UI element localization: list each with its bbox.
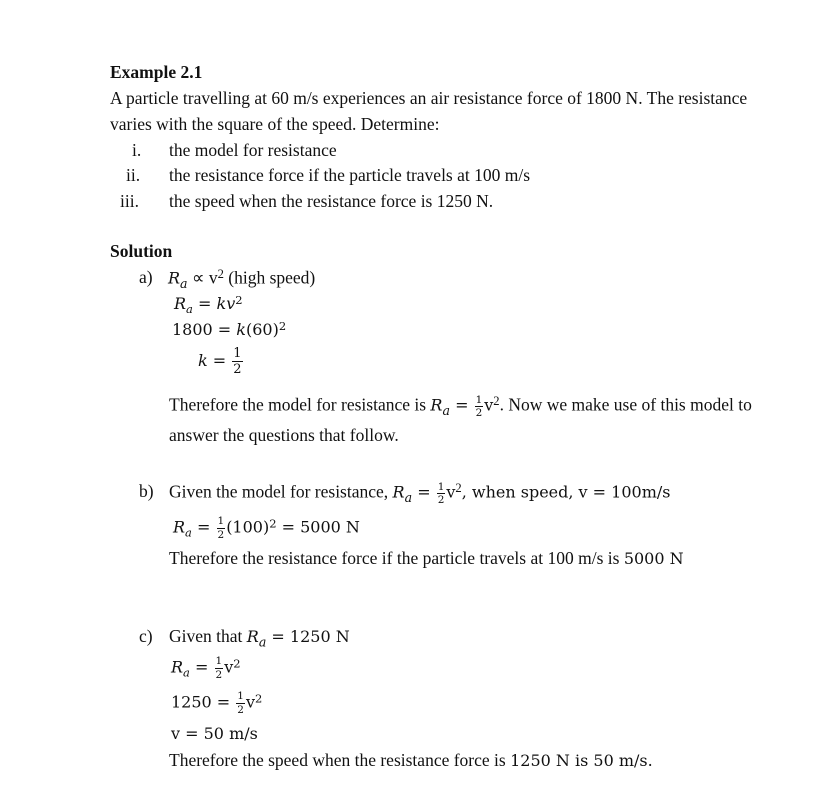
frac-den: 2 [437,494,445,507]
item-label-3: iii. [120,191,139,211]
subscript-a: a [404,490,413,506]
therefore-value: 1250 N is 50 m/s. [510,751,653,770]
equals-sign: = [449,395,474,415]
part-a-line2 [174,293,243,316]
fraction-half [217,516,226,540]
subscript-a: a [183,665,190,680]
part-c-line4: v = 50 m/s [171,724,258,743]
equals-sign: = [412,482,436,502]
subscript-a: a [442,403,450,419]
item-text-2: the resistance force if the particle travels at 100 m/s [169,165,531,185]
therefore-value: 5000 N [623,549,684,568]
part-b-therefore [169,548,684,569]
part-c-therefore [169,750,653,771]
symbol-r: R [246,627,259,646]
paren-100: (100) [226,517,270,537]
fraction-half [215,656,224,680]
equals-sign: = [191,517,216,537]
symbol-r: R [174,294,187,314]
frac-num: 1 [233,346,242,361]
item-text-3: the speed when the resistance force is 1250 N. [169,191,494,211]
symbol-k: k [236,320,246,340]
subscript-a: a [180,276,188,292]
frac-num: 1 [217,515,225,527]
frac-num: 1 [437,480,445,493]
fraction-half [232,347,242,376]
fraction-half [437,482,446,506]
proportional-text: ∝ v [187,267,218,288]
superscript-2: 2 [269,516,277,531]
frac-num: 1 [237,690,244,702]
subscript-a: a [185,525,192,540]
symbol-v: v [446,482,456,502]
equals-sign: = [207,351,232,370]
symbol-k: k [198,351,208,370]
equals-sign: = [189,657,214,677]
superscript-2: 2 [455,481,462,495]
example-intro-line1: A particle travelling at 60 m/s experiences an air resistance force of 1800 N. The resistance [110,88,748,108]
symbol-v: v [224,657,234,677]
result-5000: = 5000 N [276,517,360,537]
item-text-1: the model for resistance [169,140,337,160]
lhs-1800: 1800 = [172,320,237,340]
part-c-line2 [171,656,241,680]
eq-kv: = kv [192,294,236,314]
superscript-2: 2 [278,319,287,333]
superscript-2: 2 [233,656,241,671]
superscript-2: 2 [235,293,243,307]
symbol-r: R [173,517,186,537]
part-c-line3 [171,691,262,715]
superscript-2: 2 [493,394,500,408]
part-a-therefore [169,394,752,419]
frac-den: 2 [215,668,223,681]
part-b-label: b) [139,481,154,501]
part-a-answer-line: answer the questions that follow. [169,425,399,445]
item-label-1: i. [132,140,142,160]
item-label-2: ii. [126,165,141,185]
therefore-tail: . Now we make use of this model to [499,394,752,415]
therefore-text: Therefore the speed when the resistance force is [169,750,511,770]
symbol-r: R [430,395,443,415]
frac-den: 2 [233,362,242,377]
frac-den: 2 [237,703,244,716]
part-a-line4 [198,347,244,376]
subscript-a: a [258,634,267,650]
part-a-line3 [172,319,286,339]
therefore-text: Therefore the resistance force if the particle travels at 100 m/s is [169,548,624,568]
symbol-r: R [392,482,405,502]
part-c-label: c) [139,626,153,646]
frac-num: 1 [475,393,483,406]
superscript-2: 2 [255,691,263,706]
given-value: = 1250 N [266,627,350,646]
given-text: Given the model for resistance, [169,481,393,502]
example-title: Example 2.1 [110,62,203,82]
high-speed-note: (high speed) [223,267,316,288]
part-b-given [169,481,670,506]
superscript-2: 2 [217,267,224,281]
therefore-text: Therefore the model for resistance is [169,394,431,415]
part-a-label: a) [139,267,153,287]
fraction-half [236,691,245,715]
part-a-line1 [168,267,315,291]
symbol-r: R [171,657,184,677]
paren-60: (60) [246,320,279,340]
frac-num: 1 [215,655,223,667]
symbol-v: v [245,692,256,712]
example-intro-line2: varies with the square of the speed. Determine: [110,114,440,134]
solution-heading: Solution [110,241,173,261]
part-b-calc [173,516,360,540]
symbol-r: R [168,268,181,288]
lhs-1250: 1250 = [171,692,236,712]
when-speed-text: , when speed, v = 100m/s [461,482,671,502]
part-c-given [169,626,350,649]
given-text: Given that [169,626,247,646]
subscript-a: a [186,302,193,317]
frac-den: 2 [217,528,225,541]
frac-den: 2 [475,407,483,420]
fraction-half [475,395,484,419]
symbol-v: v [484,395,494,415]
